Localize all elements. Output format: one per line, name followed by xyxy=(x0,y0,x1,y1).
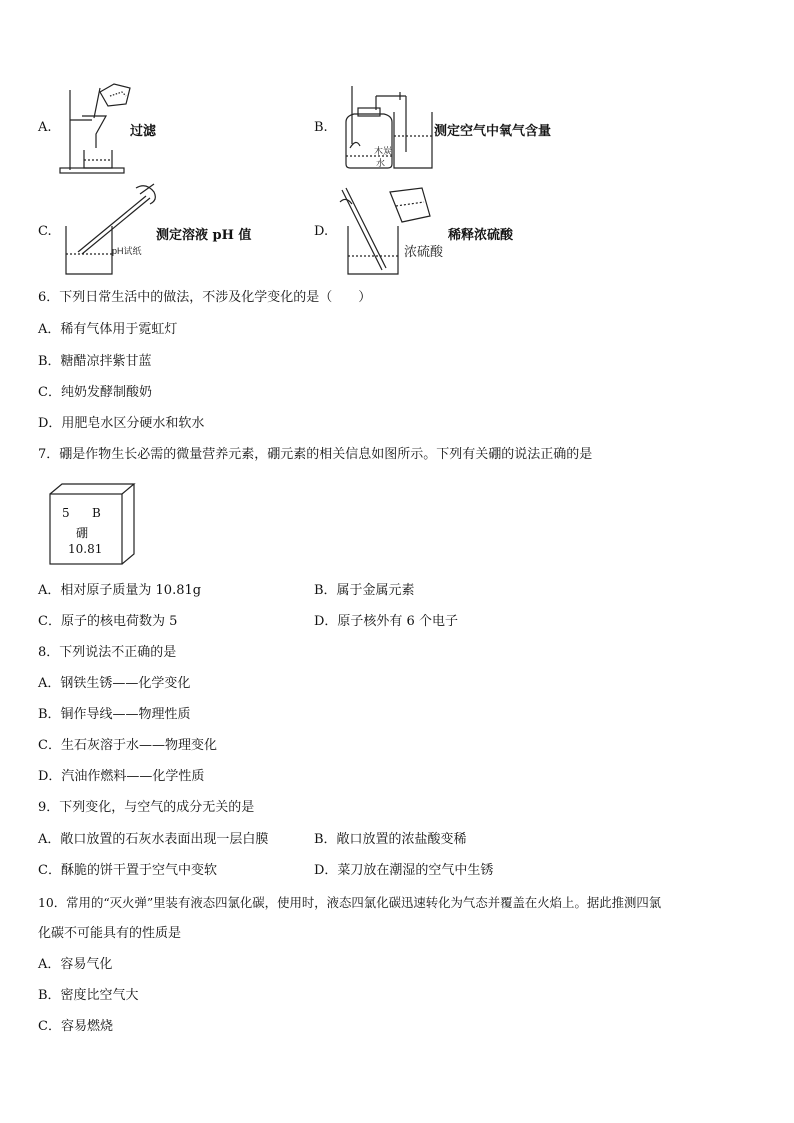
boron-element-card xyxy=(48,482,136,566)
q5-option-c-letter: C. xyxy=(38,224,52,239)
element-atomic-number: 5 xyxy=(62,506,70,520)
q9-option-d: D．菜刀放在潮湿的空气中生锈 xyxy=(314,863,494,878)
q5-option-d-caption: 稀释浓硫酸 xyxy=(448,228,514,243)
q5-option-a-caption: 过滤 xyxy=(130,124,157,139)
q5-option-a-letter: A. xyxy=(38,120,52,135)
ph-paper-label: pH试纸 xyxy=(112,246,142,256)
q7-option-d: D．原子核外有 6 个电子 xyxy=(314,614,458,629)
q8-option-a: A．钢铁生锈——化学变化 xyxy=(38,676,191,691)
ph-test-apparatus-figure xyxy=(60,182,160,278)
q8-option-b: B．铜作导线——物理性质 xyxy=(38,707,191,722)
q6-option-b: B．糖醋凉拌紫甘蓝 xyxy=(38,354,152,369)
q5-option-c-caption: 测定溶液 pH 值 xyxy=(156,228,252,243)
q10-stem-line2: 化碳不可能具有的性质是 xyxy=(38,926,182,941)
q7-option-a: A．相对原子质量为 10.81g xyxy=(38,583,202,598)
q5-option-b-caption: 测定空气中氧气含量 xyxy=(434,124,552,139)
q6-option-a: A．稀有气体用于霓虹灯 xyxy=(38,322,178,337)
q9-option-b: B．敞口放置的浓盐酸变稀 xyxy=(314,832,467,847)
element-symbol: B xyxy=(92,506,101,520)
q9-option-c: C．酥脆的饼干置于空气中变软 xyxy=(38,863,217,878)
q6-stem: 6．下列日常生活中的做法，不涉及化学变化的是（ ） xyxy=(38,290,372,305)
q10-option-b: B．密度比空气大 xyxy=(38,988,139,1003)
q9-stem: 9．下列变化，与空气的成分无关的是 xyxy=(38,800,255,815)
filtration-apparatus-figure xyxy=(56,82,136,174)
q8-option-d: D．汽油作燃料——化学性质 xyxy=(38,769,205,784)
q7-option-c: C．原子的核电荷数为 5 xyxy=(38,614,178,629)
concentrated-acid-label: 浓硫酸 xyxy=(404,244,444,259)
q8-option-c: C．生石灰溶于水——物理变化 xyxy=(38,738,217,753)
water-label: 水 xyxy=(376,158,386,168)
q9-option-a: A．敞口放置的石灰水表面出现一层白膜 xyxy=(38,832,269,847)
q5-option-d-letter: D. xyxy=(314,224,329,239)
q10-option-c: C．容易燃烧 xyxy=(38,1019,113,1034)
element-atomic-mass: 10.81 xyxy=(68,542,103,556)
oxygen-measurement-apparatus-figure xyxy=(336,82,436,174)
q7-option-b: B．属于金属元素 xyxy=(314,583,415,598)
q10-option-a: A．容易气化 xyxy=(38,957,113,972)
q5-option-b-letter: B. xyxy=(314,120,328,135)
q6-option-c: C．纯奶发酵制酸奶 xyxy=(38,385,152,400)
q7-stem: 7．硼是作物生长必需的微量营养元素，硼元素的相关信息如图所示。下列有关硼的说法正确的是 xyxy=(38,447,593,462)
charcoal-label: 木炭 xyxy=(374,146,393,156)
q6-option-d: D．用肥皂水区分硬水和软水 xyxy=(38,416,205,431)
q10-stem-line1: 10．常用的“灭火弹”里装有液态四氯化碳，使用时，液态四氯化碳迅速转化为气态并覆盖在火焰上。据此推测四氯 xyxy=(38,895,662,910)
element-name: 硼 xyxy=(76,526,89,540)
q8-stem: 8．下列说法不正确的是 xyxy=(38,645,177,660)
dilute-acid-apparatus-figure xyxy=(336,182,446,278)
